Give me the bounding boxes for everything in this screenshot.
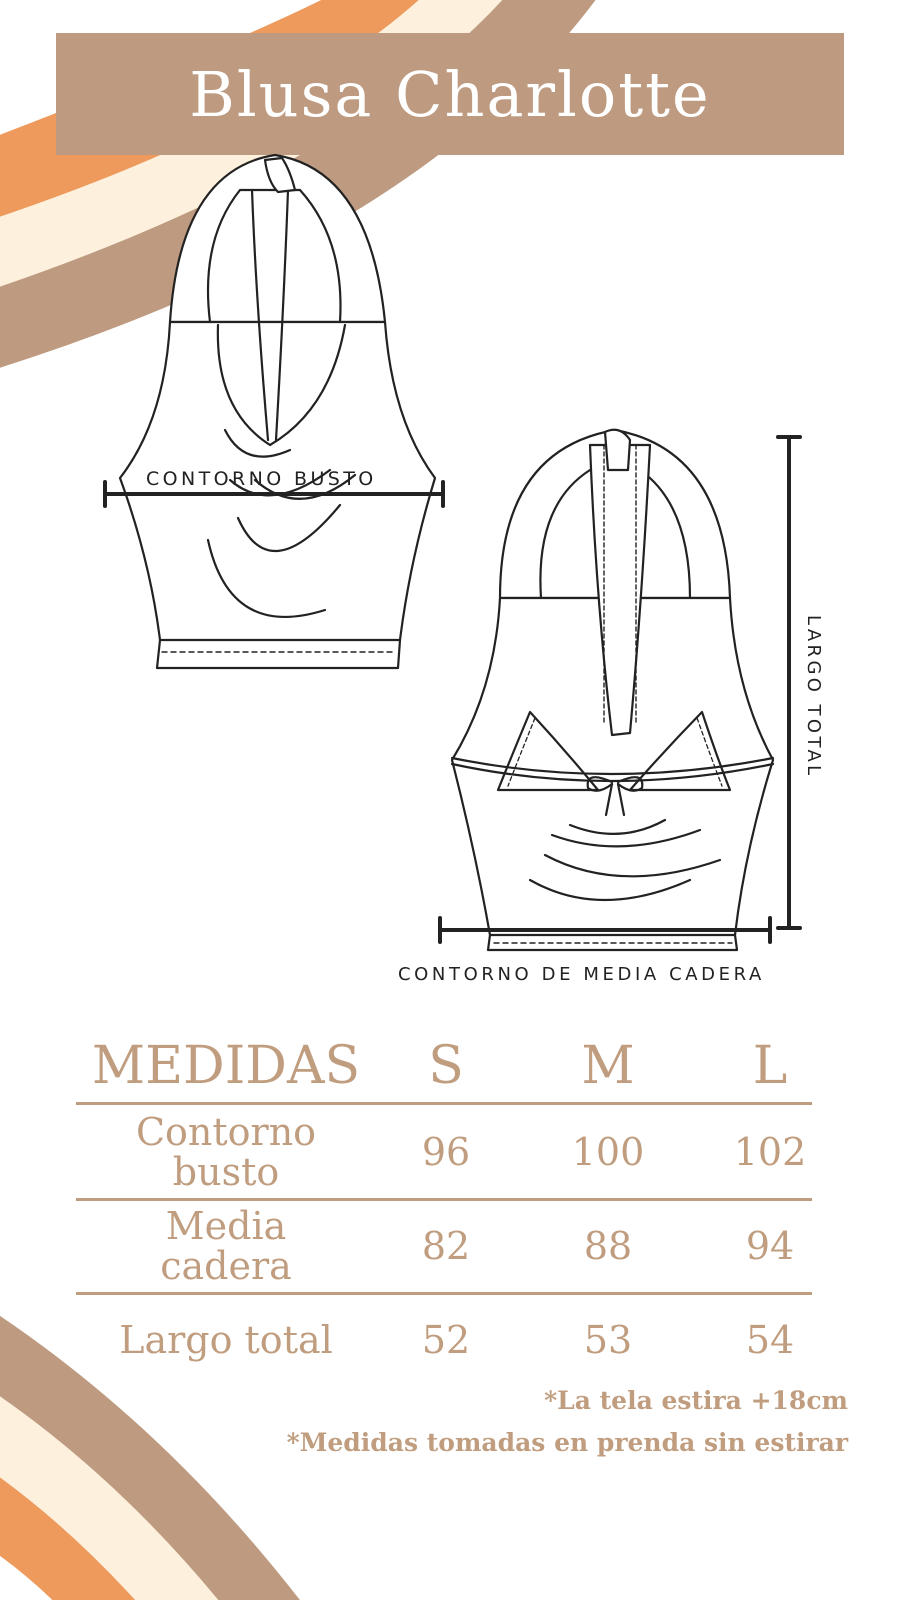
- cell-l: 102: [733, 1130, 807, 1175]
- header-size-l: L: [752, 1035, 788, 1096]
- cell-l: 94: [745, 1224, 795, 1269]
- header-medidas: MEDIDAS: [91, 1035, 361, 1096]
- back-view-drawing: [440, 430, 800, 950]
- table-row: [76, 1294, 808, 1388]
- table-row: [76, 1106, 808, 1200]
- cell-s: 82: [421, 1224, 471, 1269]
- bust-measure-label: CONTORNO BUSTO: [146, 468, 377, 490]
- measurement-note: *Medidas tomadas en prenda sin estirar: [286, 1428, 848, 1457]
- row-label: Media cadera: [160, 1204, 292, 1288]
- cell-l: 54: [745, 1318, 795, 1363]
- row-label: Largo total: [119, 1318, 333, 1363]
- cell-m: 100: [571, 1130, 645, 1175]
- size-table-header: [76, 1030, 808, 1102]
- size-table: [76, 1030, 808, 1388]
- header-size-s: S: [428, 1035, 464, 1096]
- row-label: Contorno busto: [135, 1110, 317, 1194]
- length-measure-label: LARGO TOTAL: [803, 615, 824, 779]
- table-divider: [76, 1102, 812, 1105]
- table-row: [76, 1200, 808, 1294]
- cell-m: 53: [583, 1318, 633, 1363]
- hip-measure-label: CONTORNO DE MEDIA CADERA: [398, 964, 765, 985]
- cell-s: 96: [421, 1130, 471, 1175]
- page-title: Blusa Charlotte: [189, 57, 711, 131]
- cell-s: 52: [421, 1318, 471, 1363]
- cell-m: 88: [583, 1224, 633, 1269]
- header-size-m: M: [581, 1035, 635, 1096]
- front-view-drawing: [105, 155, 443, 668]
- stretch-note: *La tela estira +18cm: [544, 1386, 848, 1415]
